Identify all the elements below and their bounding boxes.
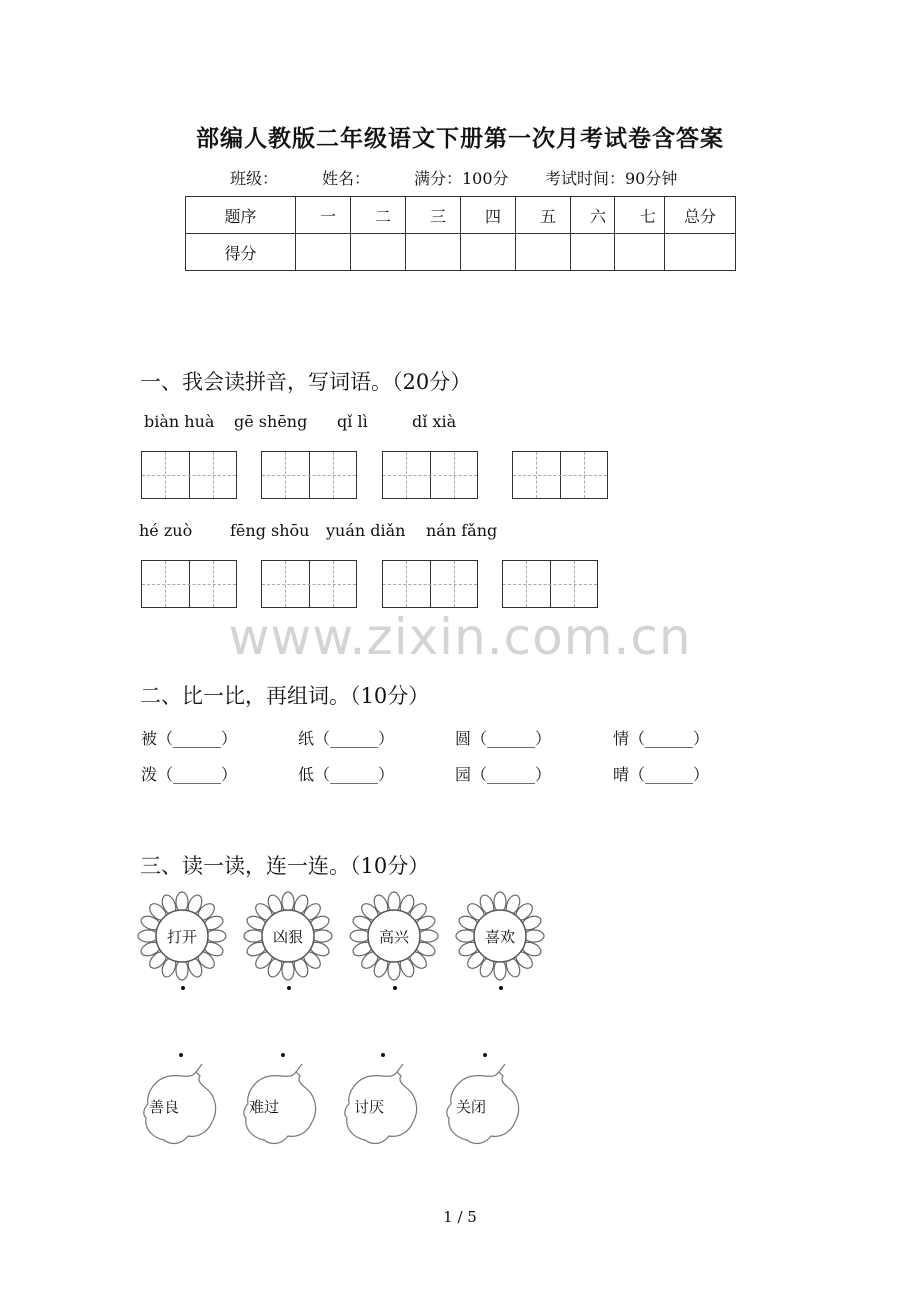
score-cell[interactable]: [571, 234, 615, 271]
writing-grid[interactable]: [512, 451, 608, 499]
pinyin-label: gē shēng: [234, 412, 308, 431]
score-cell[interactable]: [665, 234, 736, 271]
word-blank[interactable]: 情（______）: [613, 729, 710, 748]
flower-petal: [206, 930, 226, 942]
pinyin-label: fēng shōu: [230, 521, 310, 540]
score-cell[interactable]: [351, 234, 406, 271]
score-cell[interactable]: [461, 234, 516, 271]
section2-title: 二、比一比，再组词。（10分）: [140, 684, 430, 708]
score-cell[interactable]: [516, 234, 571, 271]
word-blank[interactable]: 被（______）: [141, 729, 238, 748]
exam-time: 考试时间：90分钟: [545, 169, 678, 188]
score-cell[interactable]: [296, 234, 351, 271]
leaf-icon: [238, 1064, 324, 1148]
header-cell: 三: [406, 197, 461, 234]
connect-dot[interactable]: [393, 986, 397, 990]
pinyin-label: dǐ xià: [412, 412, 457, 431]
flower-petal: [524, 930, 544, 942]
writing-grid[interactable]: [502, 560, 598, 608]
page-title: 部编人教版二年级语文下册第一次月考试卷含答案: [196, 125, 724, 152]
header-cell: 总分: [665, 197, 736, 234]
connect-dot[interactable]: [499, 986, 503, 990]
word-blank[interactable]: 园（______）: [455, 765, 552, 784]
connect-dot[interactable]: [483, 1053, 487, 1057]
pinyin-label: qǐ lì: [337, 412, 368, 431]
pinyin-label: yuán diǎn: [326, 521, 406, 540]
flower-petal: [282, 960, 294, 980]
section1-title: 一、我会读拼音，写词语。（20分）: [140, 370, 472, 394]
watermark: www.zixin.com.cn: [228, 608, 692, 666]
score-table: [185, 196, 736, 271]
leaf-word: 讨厌: [353, 1098, 385, 1116]
exam-info: [0, 166, 920, 190]
header-cell: 五: [516, 197, 571, 234]
flower-petal: [388, 892, 400, 912]
connect-dot[interactable]: [179, 1053, 183, 1057]
header-cell: 二: [351, 197, 406, 234]
word-blank[interactable]: 晴（______）: [613, 765, 710, 784]
header-cell: 一: [296, 197, 351, 234]
flower-petal: [176, 960, 188, 980]
flower-petal: [282, 892, 294, 912]
flower-petal: [494, 960, 506, 980]
word-blank[interactable]: 低（______）: [298, 765, 395, 784]
leaf-word: 难过: [248, 1098, 280, 1116]
word-blank[interactable]: 泼（______）: [141, 765, 238, 784]
flower-word: 高兴: [378, 928, 410, 946]
flower-icon: [349, 891, 439, 981]
row-label: 得分: [186, 234, 296, 271]
leaf-word: 善良: [148, 1098, 180, 1116]
header-cell: 四: [461, 197, 516, 234]
flower-petal: [388, 960, 400, 980]
header-cell: 六: [571, 197, 615, 234]
pinyin-label: hé zuò: [139, 521, 193, 540]
pinyin-label: nán fǎng: [426, 521, 498, 540]
flower-petal: [138, 930, 158, 942]
leaf-word: 关闭: [455, 1098, 487, 1116]
full-score: 满分：100分: [414, 169, 509, 188]
writing-grid[interactable]: [382, 451, 478, 499]
writing-grid[interactable]: [261, 451, 357, 499]
score-cell[interactable]: [406, 234, 461, 271]
writing-grid[interactable]: [261, 560, 357, 608]
class-label: 班级：: [230, 169, 279, 188]
flower-icon: [243, 891, 333, 981]
flower-petal: [244, 930, 264, 942]
leaf-icon: [339, 1064, 425, 1148]
pinyin-label: biàn huà: [144, 412, 215, 431]
score-header-row: [186, 197, 736, 234]
flower-word: 喜欢: [484, 928, 516, 946]
connect-dot[interactable]: [181, 986, 185, 990]
score-cell[interactable]: [615, 234, 665, 271]
writing-grid[interactable]: [141, 451, 237, 499]
flower-word: 凶狠: [272, 928, 304, 946]
word-blank[interactable]: 纸（______）: [298, 729, 395, 748]
flower-icon: [455, 891, 545, 981]
connect-dot[interactable]: [287, 986, 291, 990]
flower-petal: [312, 930, 332, 942]
leaf-icon: [441, 1064, 527, 1148]
flower-petal: [418, 930, 438, 942]
flower-word: 打开: [166, 928, 198, 946]
word-blank[interactable]: 圆（______）: [455, 729, 552, 748]
score-value-row: [186, 234, 736, 271]
header-cell: 七: [615, 197, 665, 234]
flower-petal: [494, 892, 506, 912]
leaf-icon: [138, 1064, 224, 1148]
header-cell: 题序: [186, 197, 296, 234]
name-label: 姓名：: [322, 169, 371, 188]
writing-grid[interactable]: [382, 560, 478, 608]
section3-title: 三、读一读，连一连。（10分）: [140, 854, 430, 878]
page-number: 1 / 5: [443, 1208, 477, 1226]
flower-petal: [176, 892, 188, 912]
flower-petal: [456, 930, 476, 942]
connect-dot[interactable]: [381, 1053, 385, 1057]
flower-icon: [137, 891, 227, 981]
flower-petal: [350, 930, 370, 942]
writing-grid[interactable]: [141, 560, 237, 608]
connect-dot[interactable]: [281, 1053, 285, 1057]
